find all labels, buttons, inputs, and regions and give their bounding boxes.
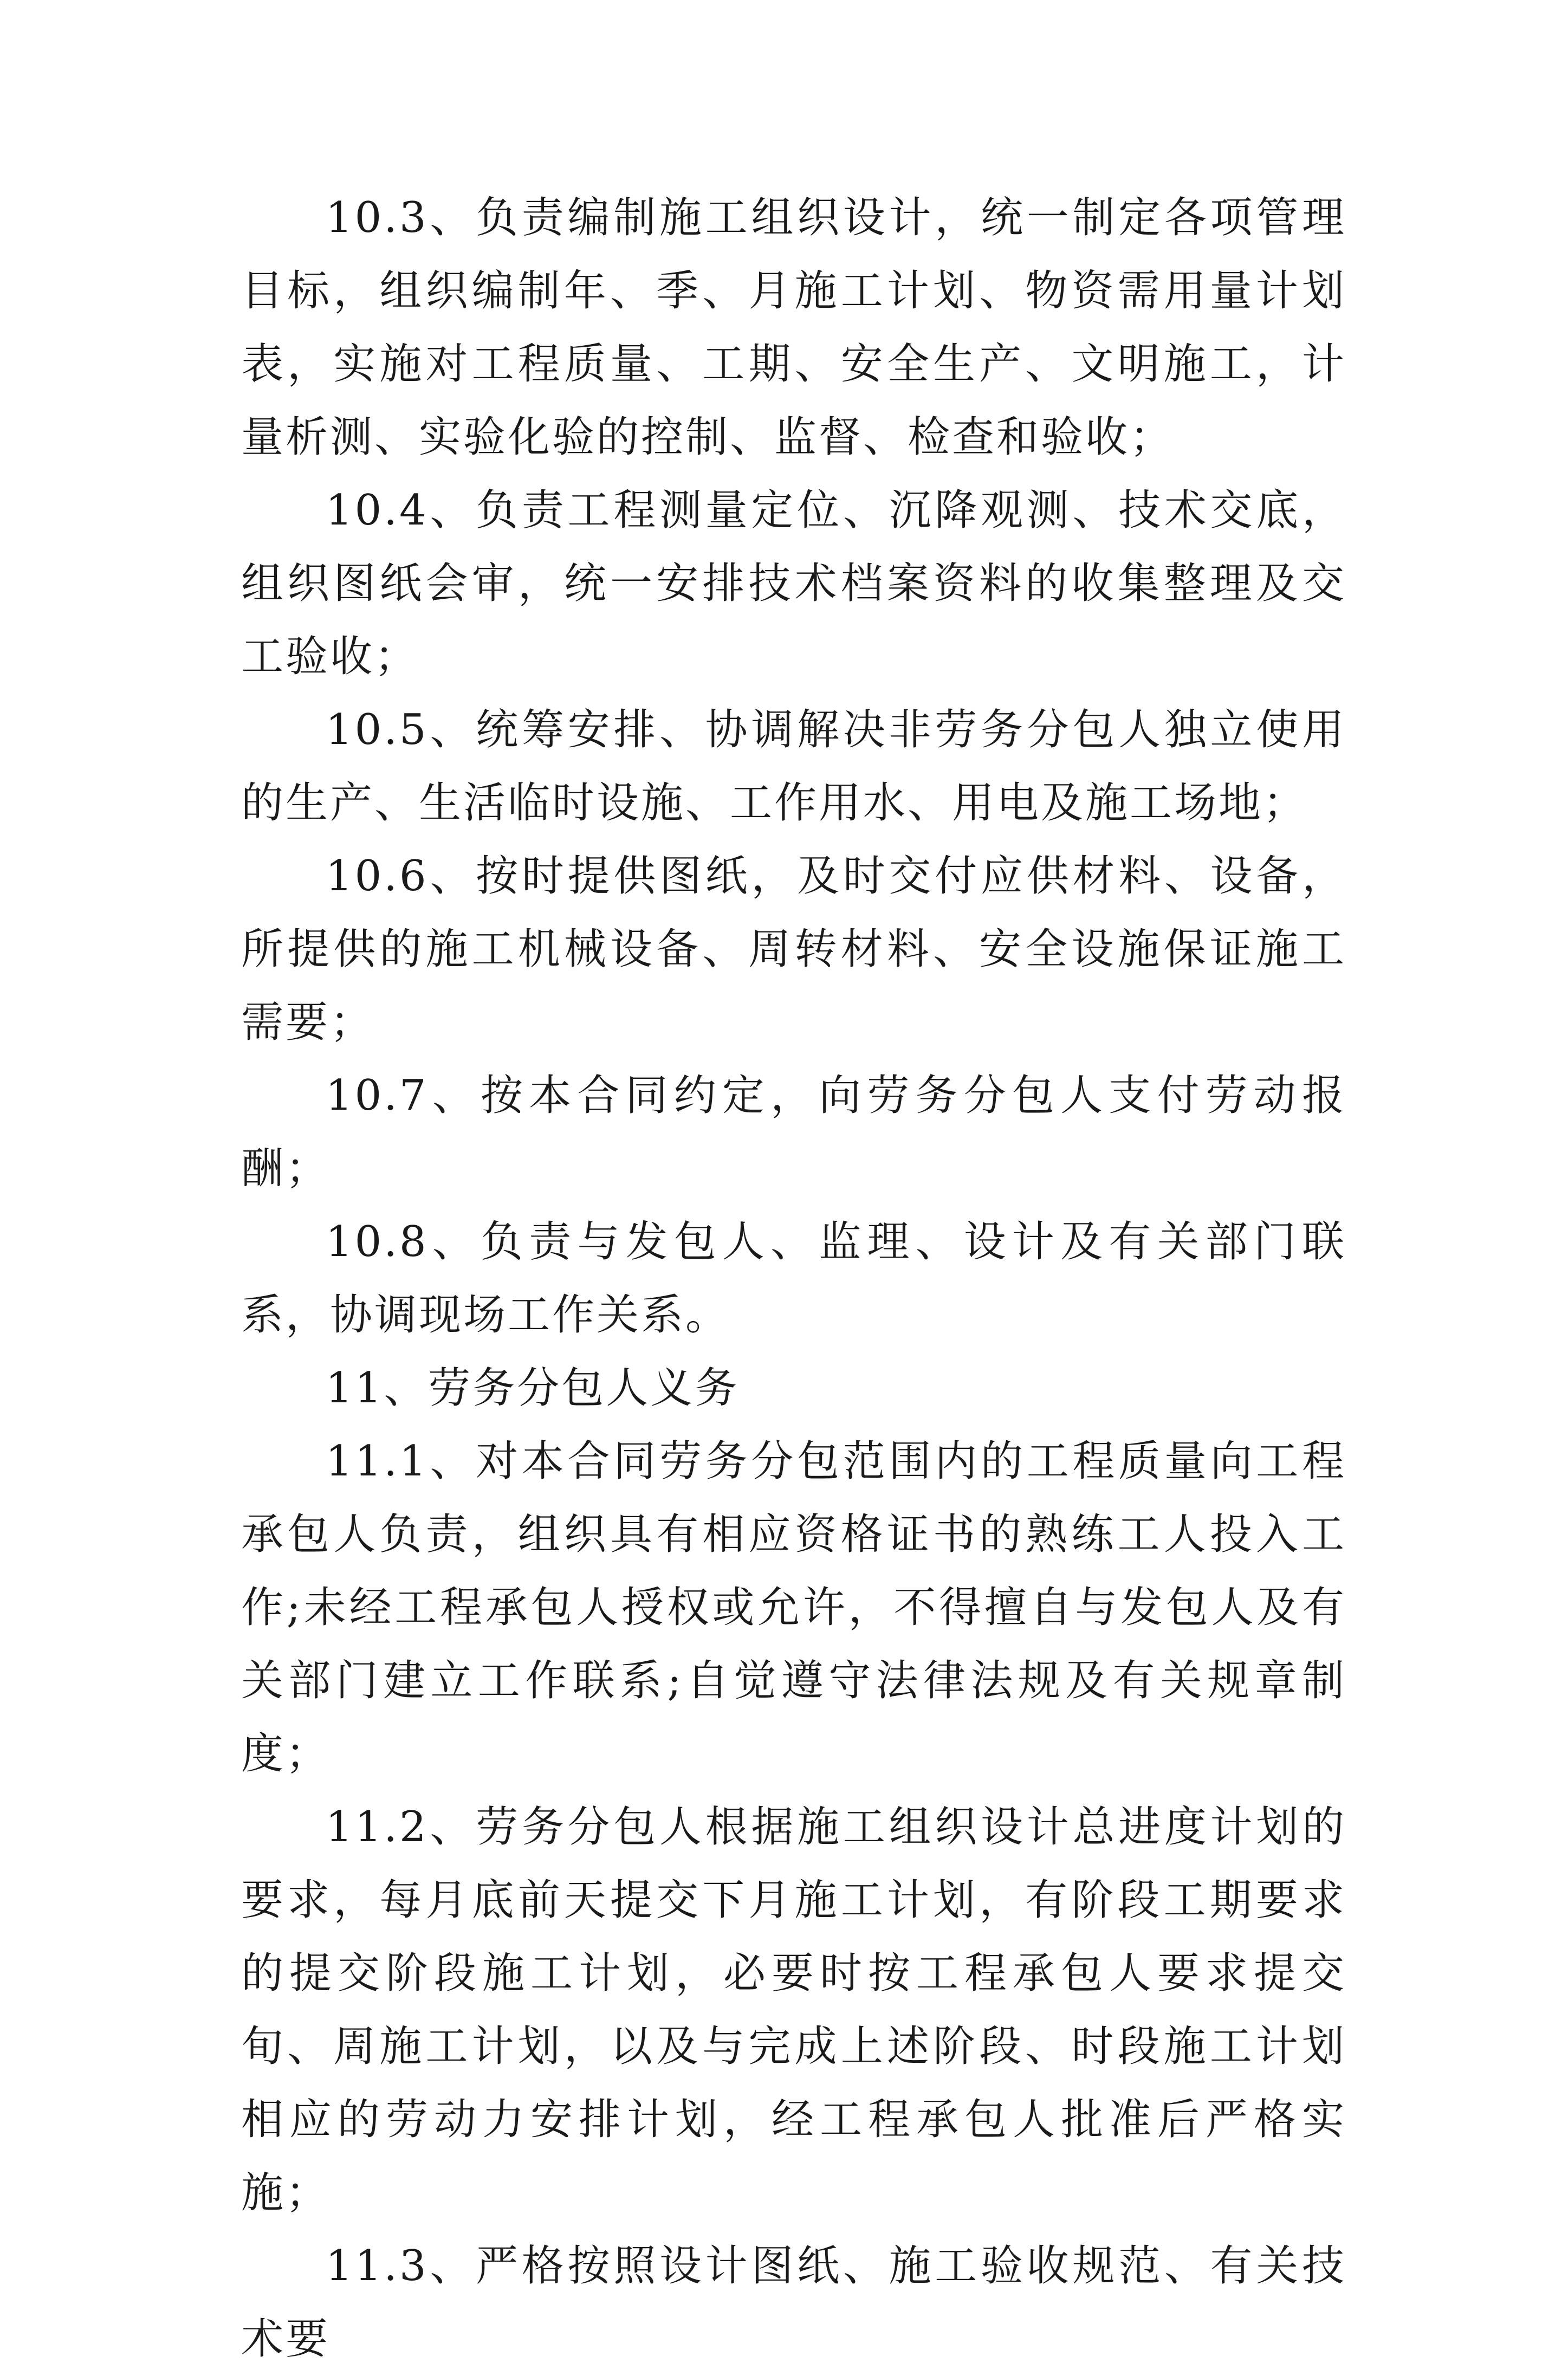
paragraph-10-8: 10.8、负责与发包人、监理、设计及有关部门联系，协调现场工作关系。	[241, 1218, 1346, 1339]
paragraph-11-2: 11.2、劳务分包人根据施工组织设计总进度计划的要求，每月底前天提交下月施工计划，有阶段工期要求的提交阶段施工计划，必要时按工程承包人要求提交旬、周施工计划，以及与完成上述阶段、时段施工计划相应的劳动力安排计划，经工程承包人批准后严格实施；	[241, 1803, 1346, 2217]
paragraph-11-1: 11.1、对本合同劳务分包范围内的工程质量向工程承包人负责，组织具有相应资格证书的熟练工人投入工作;未经工程承包人授权或允许，不得擅自与发包人及有关部门建立工作联系;自觉遵守法律法规及有关规章制度；	[241, 1437, 1346, 1778]
paragraph-10-6: 10.6、按时提供图纸，及时交付应供材料、设备，所提供的施工机械设备、周转材料、安全设施保证施工需要；	[241, 852, 1346, 1047]
paragraph-10-3: 10.3、负责编制施工组织设计，统一制定各项管理目标，组织编制年、季、月施工计划、物资需用量计划表，实施对工程质量、工期、安全生产、文明施工，计量析测、实验化验的控制、监督、检查和验收；	[241, 193, 1346, 462]
paragraph-10-7: 10.7、按本合同约定，向劳务分包人支付劳动报酬；	[241, 1071, 1346, 1193]
paragraph-10-5: 10.5、统筹安排、协调解决非劳务分包人独立使用的生产、生活临时设施、工作用水、用电及施工场地；	[241, 705, 1346, 827]
document-body	[241, 182, 1346, 2376]
paragraph-10-4: 10.4、负责工程测量定位、沉降观测、技术交底，组织图纸会审，统一安排技术档案资料的收集整理及交工验收；	[241, 486, 1346, 681]
paragraph-11-3: 11.3、严格按照设计图纸、施工验收规范、有关技术要	[241, 2242, 1346, 2364]
section-heading-11: 11、劳务分包人义务	[326, 1364, 740, 1413]
